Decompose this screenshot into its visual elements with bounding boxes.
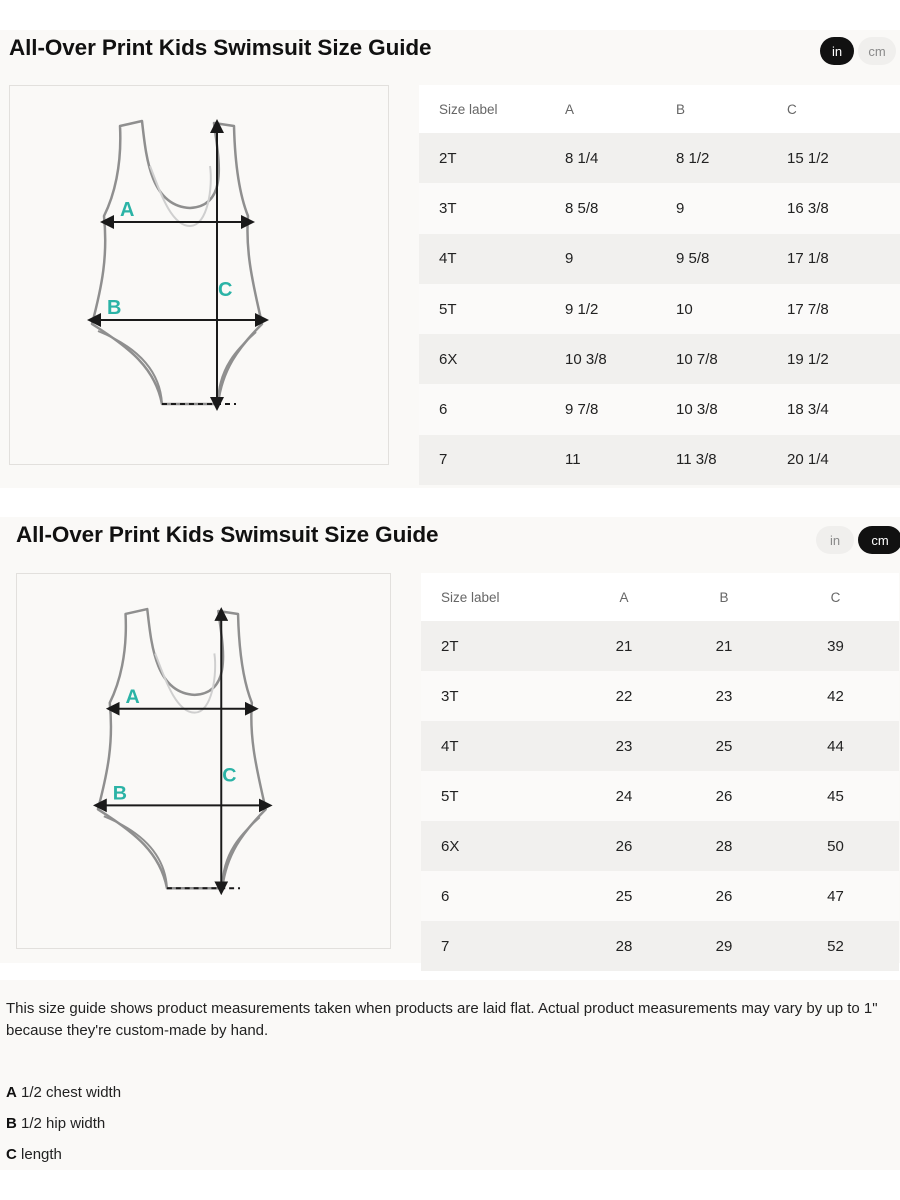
measurement-cell: 25 [676,721,772,771]
measurement-cell: 8 1/4 [565,133,676,183]
col-header-b: B [676,85,787,133]
size-label-cell: 2T [419,133,565,183]
measurement-cell: 16 3/8 [787,183,900,233]
size-table-inches [419,85,900,485]
neckline-icon [155,653,215,712]
measurement-cell: 9 [565,234,676,284]
table-row [419,183,900,233]
table-row [419,284,900,334]
size-label-cell: 6 [421,871,572,921]
measurement-cell: 23 [676,671,772,721]
measurement-cell: 11 [565,435,676,485]
page-title: All-Over Print Kids Swimsuit Size Guide [16,522,439,547]
swimsuit-outline [92,121,262,404]
measurement-cell: 47 [772,871,899,921]
size-label-cell: 2T [421,621,572,671]
measurement-cell: 23 [572,721,676,771]
measurement-cell: 17 7/8 [787,284,900,334]
page-title: All-Over Print Kids Swimsuit Size Guide [9,35,432,60]
size-guide-centimeters [0,517,900,963]
neckline-icon [150,166,211,226]
table-row [421,871,899,921]
label-a: A [125,685,140,708]
table-row [421,821,899,871]
unit-toggle[interactable] [816,526,900,554]
unit-toggle[interactable] [820,37,896,65]
measurement-cell: 20 1/4 [787,435,900,485]
measurement-diagram [16,573,391,949]
table-row [419,334,900,384]
table-row [419,133,900,183]
size-label-cell: 7 [419,435,565,485]
measurement-cell: 24 [572,771,676,821]
measurement-cell: 45 [772,771,899,821]
table-row [419,435,900,485]
measurement-cell: 17 1/8 [787,234,900,284]
size-guide-inches [0,30,900,488]
label-c: C [218,279,233,301]
size-table-centimeters [421,573,899,971]
size-label-cell: 3T [421,671,572,721]
size-label-cell: 6X [421,821,572,871]
legend-key: B [6,1115,17,1132]
measurement-diagram [9,85,389,465]
measurement-cell: 28 [676,821,772,871]
legend-item [6,1084,121,1101]
measurement-cell: 29 [676,921,772,971]
measurement-cell: 25 [572,871,676,921]
measurement-cell: 26 [676,871,772,921]
measurement-cell: 9 5/8 [676,234,787,284]
measurement-cell: 22 [572,671,676,721]
measurement-cell: 10 [676,284,787,334]
measurement-cell: 39 [772,621,899,671]
measurement-cell: 8 5/8 [565,183,676,233]
table-row [421,771,899,821]
unit-toggle-cm[interactable]: cm [858,37,896,65]
size-label-cell: 6X [419,334,565,384]
measurement-cell: 15 1/2 [787,133,900,183]
legend-key: A [6,1084,17,1101]
col-header-a: A [565,85,676,133]
unit-toggle-cm[interactable]: cm [858,526,900,554]
table-row [419,384,900,434]
label-a: A [120,199,135,221]
legend-label: 1/2 chest width [21,1084,122,1101]
measurement-cell: 26 [572,821,676,871]
table-header-row [419,85,900,133]
size-label-cell: 3T [419,183,565,233]
measurement-cell: 11 3/8 [676,435,787,485]
unit-toggle-in[interactable]: in [816,526,854,554]
measurement-cell: 21 [572,621,676,671]
table-header-row [421,573,899,621]
measurement-cell: 9 1/2 [565,284,676,334]
table-row [421,671,899,721]
label-b: B [112,782,127,805]
measurement-cell: 28 [572,921,676,971]
measurement-cell: 10 7/8 [676,334,787,384]
label-c: C [222,764,237,787]
size-label-cell: 4T [419,234,565,284]
size-label-cell: 4T [421,721,572,771]
label-b: B [107,297,122,319]
table-row [419,234,900,284]
measurement-note: This size guide shows product measurements taken when products are laid flat. Actual product measurements may vary by up to 1" because they're custom-made by hand. [6,1000,878,1039]
col-header-size: Size label [419,85,565,133]
size-guide-notes [0,980,900,1170]
measurement-cell: 8 1/2 [676,133,787,183]
measurement-cell: 9 7/8 [565,384,676,434]
col-header-c: C [772,573,899,621]
size-label-cell: 5T [421,771,572,821]
measurement-cell: 19 1/2 [787,334,900,384]
col-header-a: A [572,573,676,621]
measurement-cell: 9 [676,183,787,233]
col-header-b: B [676,573,772,621]
measurement-cell: 44 [772,721,899,771]
size-label-cell: 6 [419,384,565,434]
legend-label: length [21,1146,62,1163]
measurement-cell: 21 [676,621,772,671]
measurement-cell: 50 [772,821,899,871]
measurement-cell: 18 3/4 [787,384,900,434]
size-label-cell: 7 [421,921,572,971]
table-row [421,621,899,671]
table-row [421,721,899,771]
col-header-c: C [787,85,900,133]
swimsuit-outline [98,609,266,888]
legend-label: 1/2 hip width [21,1115,106,1132]
unit-toggle-in[interactable]: in [820,37,854,65]
legend-key: C [6,1146,17,1163]
measurement-cell: 10 3/8 [565,334,676,384]
legend-item [6,1115,105,1132]
legend-item [6,1146,62,1163]
measurement-cell: 10 3/8 [676,384,787,434]
table-row [421,921,899,971]
measurement-cell: 42 [772,671,899,721]
col-header-size: Size label [421,573,572,621]
size-label-cell: 5T [419,284,565,334]
measurement-cell: 52 [772,921,899,971]
measurement-cell: 26 [676,771,772,821]
